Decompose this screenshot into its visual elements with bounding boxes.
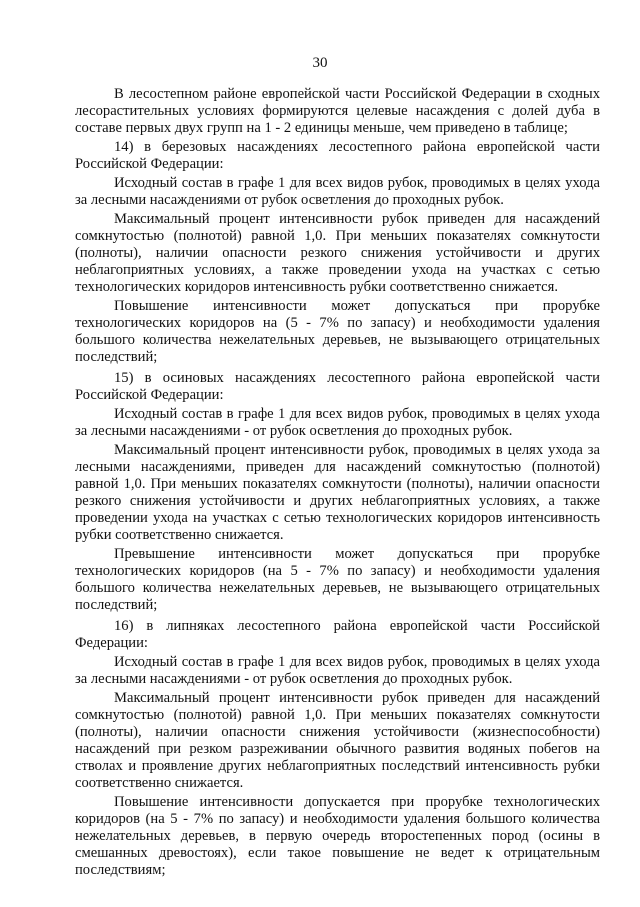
paragraph-item-15-heading: 15) в осиновых насаждениях лесостепного района европейской части Российской Федерации:: [75, 370, 600, 403]
paragraph-aspen-max-intensity: Максимальный процент интенсивности рубок, проводимых в целях ухода за лесными насаждениями, приведен для насаждений сомкнутостью (полнотой) равной 1,0. При меньших показателях сомкнутости (полноты), наличии опасности резкого снижения устойчивости и других неблагоприятных условиях, а также проведении ухода на участках с сетью технологических коридоров интенсивность рубки соответственно снижается.: [75, 442, 600, 543]
paragraph-birch-initial-composition: Исходный состав в графе 1 для всех видов рубок, проводимых в целях ухода за лесными насаждениями от рубок осветления до проходных рубок.: [75, 175, 600, 208]
paragraph-item-14-heading: 14) в березовых насаждениях лесостепного района европейской части Российской Федерации:: [75, 139, 600, 172]
paragraph-oak-composition: В лесостепном районе европейской части Российской Федерации в сходных лесорастительных условиях формируются целевые насаждения с долей дуба в составе первых двух групп на 1 - 2 единицы меньше, чем приведено в таблице;: [75, 86, 600, 136]
document-body: [75, 86, 600, 881]
paragraph-aspen-intensity-excess: Превышение интенсивности может допускаться при прорубке технологических коридоров (на 5 - 7% по запасу) и необходимости удаления большого количества нежелательных деревьев, не вызывающего отрицательных последствий;: [75, 546, 600, 613]
paragraph-linden-max-intensity: Максимальный процент интенсивности рубок приведен для насаждений сомкнутостью (полнотой) равной 1,0. При меньших показателях сомкнутости (полноты), наличии опасности снижения устойчивости (жизнеспособности) насаждений при резком разреживании обычного развития водяных побегов на стволах и проявление других неблагоприятных последствий интенсивность рубки соответственно снижается.: [75, 690, 600, 791]
paragraph-item-16-heading: 16) в липняках лесостепного района европейской части Российской Федерации:: [75, 618, 600, 651]
paragraph-aspen-initial-composition: Исходный состав в графе 1 для всех видов рубок, проводимых в целях ухода за лесными насаждениями - от рубок осветления до проходных рубок.: [75, 406, 600, 439]
paragraph-linden-initial-composition: Исходный состав в графе 1 для всех видов рубок, проводимых в целях ухода за лесными насаждениями - от рубок осветления до проходных рубок.: [75, 654, 600, 687]
paragraph-birch-max-intensity: Максимальный процент интенсивности рубок приведен для насаждений сомкнутостью (полнотой) равной 1,0. При меньших показателях сомкнутости (полноты), наличии опасности резкого снижения устойчивости и других неблагоприятных условиях, а также проведении ухода на участках с сетью технологических коридоров интенсивность рубки соответственно снижается.: [75, 211, 600, 295]
paragraph-linden-intensity-increase: Повышение интенсивности допускается при прорубке технологических коридоров (на 5 - 7% по запасу) и необходимости удаления большого количества нежелательных деревьев, в первую очередь второстепенных пород (осины в смешанных древостоях), если такое повышение не ведет к отрицательным последствиям;: [75, 794, 600, 878]
page-number: 30: [312, 55, 328, 71]
paragraph-birch-intensity-increase: Повышение интенсивности может допускаться при прорубке технологических коридоров на (5 - 7% по запасу) и необходимости удаления большого количества нежелательных деревьев, не вызывающего отрицательных последствий;: [75, 298, 600, 365]
